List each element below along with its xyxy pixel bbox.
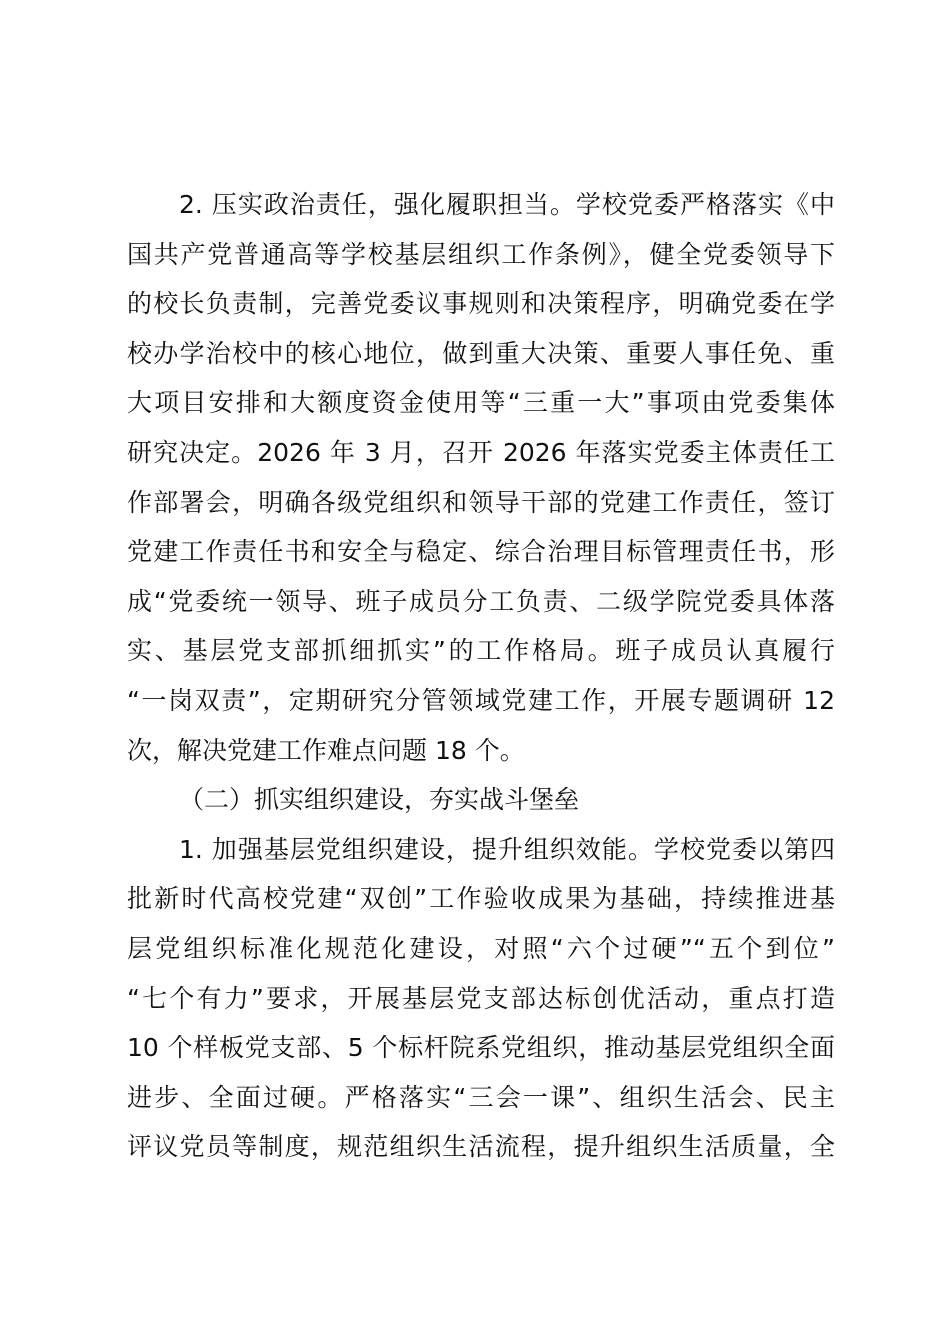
paragraph-line: 评议党员等制度，规范组织生活流程，提升组织生活质量，全	[127, 1132, 835, 1162]
paragraph-line: 研究决定。2026 年 3 月，召开 2026 年落实党委主体责任工	[127, 437, 835, 467]
document-page	[127, 180, 835, 1172]
paragraph-line: 党建工作责任书和安全与稳定、综合治理目标管理责任书，形	[127, 537, 835, 567]
paragraph-line: “七个有力”要求，开展基层党支部达标创优活动，重点打造	[127, 983, 835, 1013]
paragraph-line: 大项目安排和大额度资金使用等“三重一大”事项由党委集体	[127, 388, 835, 418]
paragraph-line: 1. 加强基层党组织建设，提升组织效能。学校党委以第四	[179, 834, 835, 864]
paragraph-line: 层党组织标准化规范化建设，对照“六个过硬”“五个到位”	[127, 933, 835, 963]
paragraph-line: “一岗双责”，定期研究分管领域党建工作，开展专题调研 12	[127, 685, 835, 715]
paragraph-line: 进步、全面过硬。严格落实“三会一课”、组织生活会、民主	[127, 1082, 835, 1112]
paragraph-line: 校办学治校中的核心地位，做到重大决策、重要人事任免、重	[127, 338, 835, 368]
paragraph-line: 批新时代高校党建“双创”工作验收成果为基础，持续推进基	[127, 884, 835, 914]
paragraph-line: 国共产党普通高等学校基层组织工作条例》，健全党委领导下	[127, 239, 835, 269]
section-heading: （二）抓实组织建设，夯实战斗堡垒	[179, 785, 580, 815]
paragraph-line: 的校长负责制，完善党委议事规则和决策程序，明确党委在学	[127, 289, 835, 319]
paragraph-line: 实、基层党支部抓细抓实”的工作格局。班子成员认真履行	[127, 636, 835, 666]
paragraph-line: 10 个样板党支部、5 个标杆院系党组织，推动基层党组织全面	[127, 1033, 835, 1063]
paragraph-line: 2. 压实政治责任，强化履职担当。学校党委严格落实《中	[179, 190, 835, 219]
paragraph-line: 作部署会，明确各级党组织和领导干部的党建工作责任，签订	[127, 487, 835, 517]
paragraph-line: 次，解决党建工作难点问题 18 个。	[127, 735, 525, 765]
paragraph-line: 成“党委统一领导、班子成员分工负责、二级学院党委具体落	[127, 586, 835, 616]
